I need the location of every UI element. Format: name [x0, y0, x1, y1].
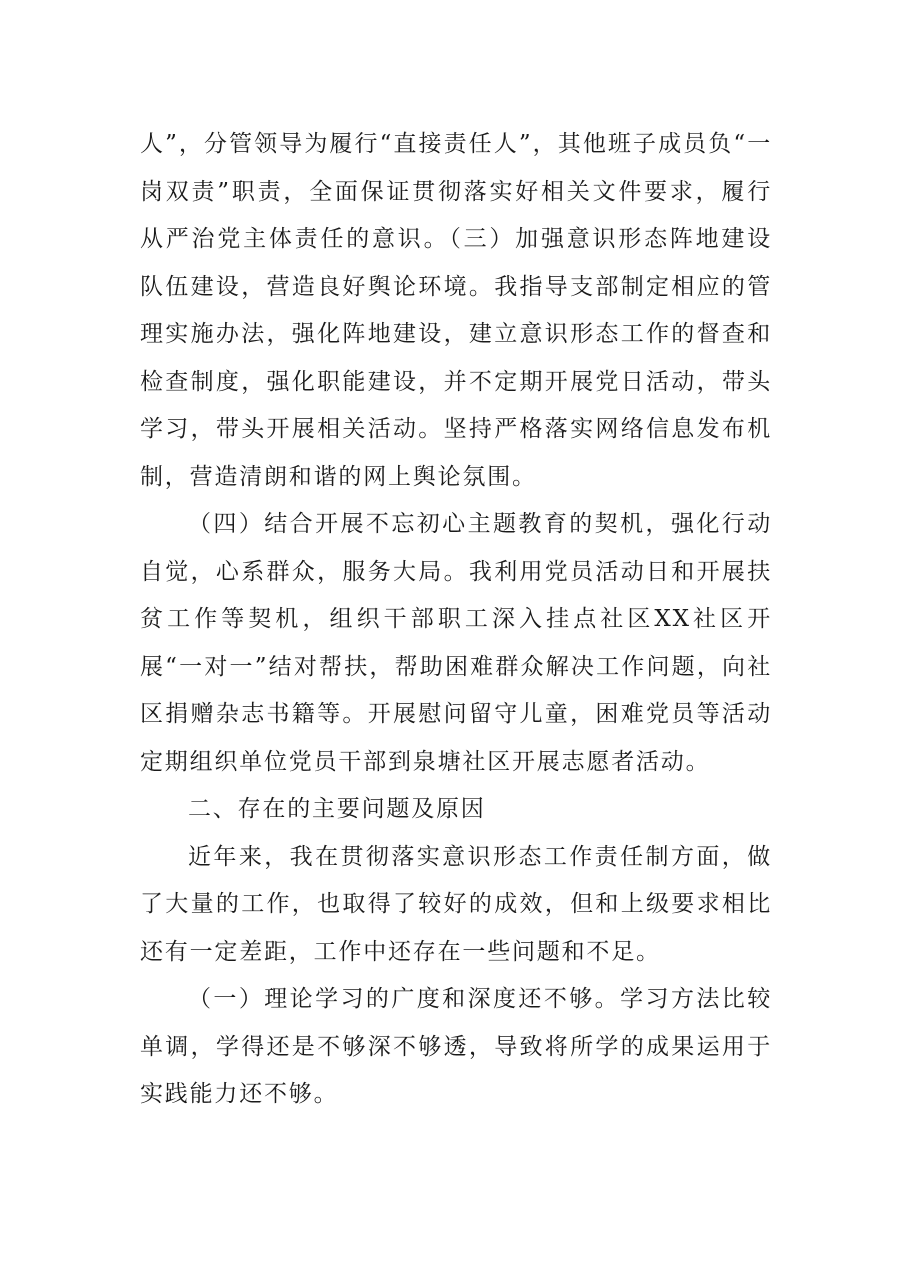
section-heading: 二、存在的主要问题及原因 [188, 796, 486, 822]
paragraph-issue-one: （一）理论学习的广度和深度还不够。学习方法比较单调，学得还是不够深不够透，导致将所学的成果运用于实践能力还不够。 [140, 986, 772, 1107]
paragraph-intro: 近年来，我在贯彻落实意识形态工作责任制方面，做了大量的工作，也取得了较好的成效，但和上级要求相比还有一定差距，工作中还存在一些问题和不足。 [140, 843, 772, 965]
paragraph-section-four: （四）结合开展不忘初心主题教育的契机，强化行动自觉，心系群众，服务大局。我利用党员活动日和开展扶贫工作等契机，组织干部职工深入挂点社区XX社区开展“一对一”结对帮扶，帮助困难群众解决工作问题，向社区捐赠杂志书籍等。开展慰问留守儿童，困难党员等活动定期组织单位党员干部到泉塘社区开展志愿者活动。 [140, 511, 772, 775]
document-body [140, 121, 772, 1119]
paragraph-continuation: 人”，分管领导为履行“直接责任人”，其他班子成员负“一岗双责”职责，全面保证贯彻落实好相关文件要求，履行从严治党主体责任的意识。（三）加强意识形态阵地建设队伍建设，营造良好舆论环境。我指导支部制定相应的管理实施办法，强化阵地建设，建立意识形态工作的督查和检查制度，强化职能建设，并不定期开展党日活动，带头学习，带头开展相关活动。坚持严格落实网络信息发布机制，营造清朗和谐的网上舆论氛围。 [140, 131, 772, 490]
